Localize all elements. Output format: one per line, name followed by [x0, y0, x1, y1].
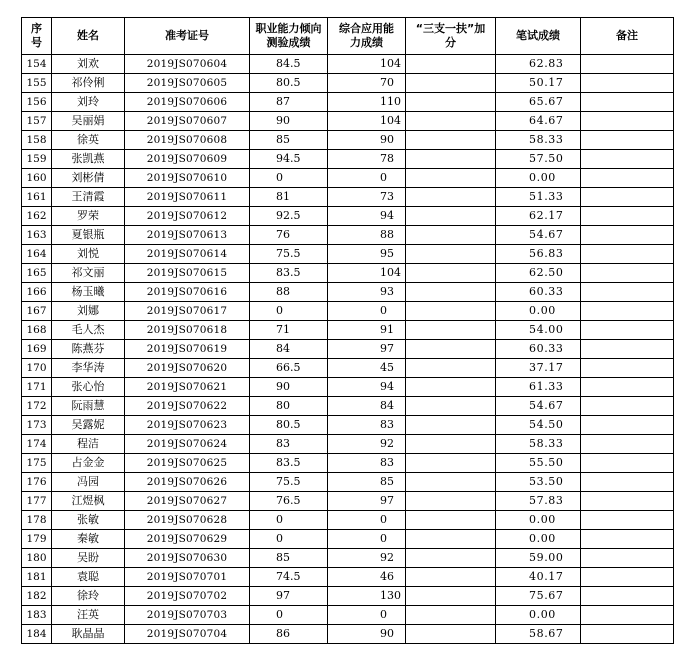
- cell-exam-id: 2019JS070606: [125, 93, 250, 112]
- cell-bonus: [406, 131, 496, 150]
- cell-remark: [581, 568, 674, 587]
- cell-remark: [581, 188, 674, 207]
- cell-name: 汪英: [52, 606, 125, 625]
- cell-remark: [581, 131, 674, 150]
- cell-remark: [581, 55, 674, 74]
- cell-no: 165: [22, 264, 52, 283]
- cell-no: 160: [22, 169, 52, 188]
- cell-remark: [581, 226, 674, 245]
- cell-comprehensive-score: 83: [328, 416, 406, 435]
- cell-exam-id: 2019JS070626: [125, 473, 250, 492]
- cell-no: 184: [22, 625, 52, 644]
- cell-remark: [581, 549, 674, 568]
- cell-bonus: [406, 568, 496, 587]
- table-row: [22, 226, 674, 245]
- cell-comprehensive-score: 94: [328, 207, 406, 226]
- cell-name: 吴盼: [52, 549, 125, 568]
- cell-aptitude-score: 83.5: [250, 264, 328, 283]
- cell-comprehensive-score: 85: [328, 473, 406, 492]
- cell-comprehensive-score: 94: [328, 378, 406, 397]
- cell-aptitude-score: 97: [250, 587, 328, 606]
- cell-comprehensive-score: 104: [328, 264, 406, 283]
- cell-name: 徐英: [52, 131, 125, 150]
- table-row: [22, 378, 674, 397]
- cell-no: 183: [22, 606, 52, 625]
- cell-bonus: [406, 283, 496, 302]
- cell-no: 158: [22, 131, 52, 150]
- cell-aptitude-score: 84.5: [250, 55, 328, 74]
- cell-total-score: 58.33: [496, 435, 581, 454]
- table-row: [22, 112, 674, 131]
- cell-total-score: 53.50: [496, 473, 581, 492]
- cell-total-score: 54.50: [496, 416, 581, 435]
- table-row: [22, 169, 674, 188]
- table-row: [22, 74, 674, 93]
- cell-comprehensive-score: 97: [328, 492, 406, 511]
- cell-aptitude-score: 76: [250, 226, 328, 245]
- cell-name: 秦敏: [52, 530, 125, 549]
- table-body: [22, 55, 674, 644]
- cell-bonus: [406, 169, 496, 188]
- cell-no: 177: [22, 492, 52, 511]
- cell-remark: [581, 169, 674, 188]
- cell-total-score: 58.33: [496, 131, 581, 150]
- cell-total-score: 58.67: [496, 625, 581, 644]
- cell-aptitude-score: 74.5: [250, 568, 328, 587]
- cell-bonus: [406, 207, 496, 226]
- cell-total-score: 0.00: [496, 606, 581, 625]
- cell-bonus: [406, 321, 496, 340]
- table-row: [22, 416, 674, 435]
- cell-bonus: [406, 492, 496, 511]
- cell-comprehensive-score: 92: [328, 549, 406, 568]
- cell-aptitude-score: 80.5: [250, 74, 328, 93]
- cell-bonus: [406, 587, 496, 606]
- cell-no: 179: [22, 530, 52, 549]
- cell-aptitude-score: 92.5: [250, 207, 328, 226]
- cell-exam-id: 2019JS070604: [125, 55, 250, 74]
- cell-exam-id: 2019JS070610: [125, 169, 250, 188]
- cell-bonus: [406, 511, 496, 530]
- table-row: [22, 264, 674, 283]
- table-row: [22, 511, 674, 530]
- cell-bonus: [406, 74, 496, 93]
- cell-no: 163: [22, 226, 52, 245]
- cell-aptitude-score: 71: [250, 321, 328, 340]
- cell-remark: [581, 435, 674, 454]
- cell-comprehensive-score: 93: [328, 283, 406, 302]
- cell-exam-id: 2019JS070618: [125, 321, 250, 340]
- table-row: [22, 587, 674, 606]
- cell-no: 181: [22, 568, 52, 587]
- cell-remark: [581, 283, 674, 302]
- cell-no: 161: [22, 188, 52, 207]
- cell-remark: [581, 511, 674, 530]
- cell-exam-id: 2019JS070701: [125, 568, 250, 587]
- table-row: [22, 473, 674, 492]
- cell-comprehensive-score: 70: [328, 74, 406, 93]
- cell-remark: [581, 625, 674, 644]
- cell-comprehensive-score: 46: [328, 568, 406, 587]
- cell-bonus: [406, 416, 496, 435]
- cell-name: 刘娜: [52, 302, 125, 321]
- table-row: [22, 359, 674, 378]
- cell-remark: [581, 302, 674, 321]
- cell-name: 耿晶晶: [52, 625, 125, 644]
- table-row: [22, 321, 674, 340]
- cell-total-score: 75.67: [496, 587, 581, 606]
- cell-comprehensive-score: 0: [328, 511, 406, 530]
- cell-comprehensive-score: 84: [328, 397, 406, 416]
- cell-remark: [581, 397, 674, 416]
- cell-comprehensive-score: 95: [328, 245, 406, 264]
- table-row: [22, 207, 674, 226]
- table-row: [22, 340, 674, 359]
- cell-no: 171: [22, 378, 52, 397]
- cell-bonus: [406, 340, 496, 359]
- cell-remark: [581, 454, 674, 473]
- cell-comprehensive-score: 0: [328, 302, 406, 321]
- cell-total-score: 54.67: [496, 226, 581, 245]
- cell-total-score: 57.50: [496, 150, 581, 169]
- table-row: [22, 625, 674, 644]
- cell-total-score: 0.00: [496, 302, 581, 321]
- cell-remark: [581, 245, 674, 264]
- cell-aptitude-score: 0: [250, 530, 328, 549]
- table-row: [22, 283, 674, 302]
- cell-aptitude-score: 80: [250, 397, 328, 416]
- cell-exam-id: 2019JS070608: [125, 131, 250, 150]
- cell-exam-id: 2019JS070628: [125, 511, 250, 530]
- cell-total-score: 62.83: [496, 55, 581, 74]
- cell-exam-id: 2019JS070614: [125, 245, 250, 264]
- cell-remark: [581, 207, 674, 226]
- table-header: [22, 18, 674, 55]
- cell-aptitude-score: 90: [250, 378, 328, 397]
- table-row: [22, 188, 674, 207]
- cell-aptitude-score: 90: [250, 112, 328, 131]
- cell-aptitude-score: 76.5: [250, 492, 328, 511]
- table-row: [22, 302, 674, 321]
- cell-bonus: [406, 188, 496, 207]
- cell-remark: [581, 93, 674, 112]
- cell-bonus: [406, 150, 496, 169]
- cell-exam-id: 2019JS070617: [125, 302, 250, 321]
- cell-remark: [581, 530, 674, 549]
- cell-total-score: 61.33: [496, 378, 581, 397]
- cell-remark: [581, 321, 674, 340]
- cell-bonus: [406, 226, 496, 245]
- cell-remark: [581, 112, 674, 131]
- table-row: [22, 454, 674, 473]
- cell-name: 吴露妮: [52, 416, 125, 435]
- cell-total-score: 51.33: [496, 188, 581, 207]
- cell-remark: [581, 587, 674, 606]
- cell-remark: [581, 74, 674, 93]
- table-row: [22, 131, 674, 150]
- cell-name: 李华涛: [52, 359, 125, 378]
- cell-total-score: 0.00: [496, 169, 581, 188]
- cell-bonus: [406, 549, 496, 568]
- cell-name: 刘彬倩: [52, 169, 125, 188]
- cell-comprehensive-score: 45: [328, 359, 406, 378]
- cell-no: 154: [22, 55, 52, 74]
- cell-bonus: [406, 245, 496, 264]
- cell-comprehensive-score: 130: [328, 587, 406, 606]
- cell-remark: [581, 264, 674, 283]
- cell-comprehensive-score: 78: [328, 150, 406, 169]
- cell-aptitude-score: 0: [250, 302, 328, 321]
- cell-name: 陈燕芬: [52, 340, 125, 359]
- cell-total-score: 60.33: [496, 340, 581, 359]
- cell-aptitude-score: 85: [250, 131, 328, 150]
- cell-exam-id: 2019JS070609: [125, 150, 250, 169]
- cell-bonus: [406, 55, 496, 74]
- cell-no: 167: [22, 302, 52, 321]
- cell-no: 164: [22, 245, 52, 264]
- cell-aptitude-score: 87: [250, 93, 328, 112]
- cell-bonus: [406, 454, 496, 473]
- table-row: [22, 568, 674, 587]
- table-row: [22, 530, 674, 549]
- cell-total-score: 55.50: [496, 454, 581, 473]
- cell-comprehensive-score: 83: [328, 454, 406, 473]
- cell-comprehensive-score: 104: [328, 55, 406, 74]
- cell-aptitude-score: 85: [250, 549, 328, 568]
- cell-exam-id: 2019JS070624: [125, 435, 250, 454]
- cell-no: 169: [22, 340, 52, 359]
- cell-name: 夏银瓶: [52, 226, 125, 245]
- cell-bonus: [406, 625, 496, 644]
- cell-total-score: 65.67: [496, 93, 581, 112]
- cell-no: 156: [22, 93, 52, 112]
- cell-aptitude-score: 83: [250, 435, 328, 454]
- cell-exam-id: 2019JS070625: [125, 454, 250, 473]
- cell-comprehensive-score: 92: [328, 435, 406, 454]
- cell-name: 冯园: [52, 473, 125, 492]
- cell-comprehensive-score: 104: [328, 112, 406, 131]
- cell-total-score: 59.00: [496, 549, 581, 568]
- cell-aptitude-score: 75.5: [250, 473, 328, 492]
- cell-exam-id: 2019JS070612: [125, 207, 250, 226]
- cell-aptitude-score: 88: [250, 283, 328, 302]
- cell-aptitude-score: 81: [250, 188, 328, 207]
- cell-bonus: [406, 473, 496, 492]
- cell-name: 徐玲: [52, 587, 125, 606]
- cell-name: 刘悦: [52, 245, 125, 264]
- cell-aptitude-score: 0: [250, 169, 328, 188]
- cell-bonus: [406, 264, 496, 283]
- cell-exam-id: 2019JS070629: [125, 530, 250, 549]
- cell-no: 166: [22, 283, 52, 302]
- cell-no: 182: [22, 587, 52, 606]
- cell-exam-id: 2019JS070607: [125, 112, 250, 131]
- cell-aptitude-score: 86: [250, 625, 328, 644]
- cell-total-score: 57.83: [496, 492, 581, 511]
- table-row: [22, 150, 674, 169]
- header-bonus: “三支一扶”加分: [406, 18, 496, 55]
- cell-exam-id: 2019JS070620: [125, 359, 250, 378]
- cell-no: 162: [22, 207, 52, 226]
- cell-total-score: 0.00: [496, 511, 581, 530]
- cell-name: 吴丽娟: [52, 112, 125, 131]
- cell-bonus: [406, 435, 496, 454]
- cell-exam-id: 2019JS070702: [125, 587, 250, 606]
- cell-exam-id: 2019JS070630: [125, 549, 250, 568]
- cell-aptitude-score: 0: [250, 606, 328, 625]
- cell-no: 180: [22, 549, 52, 568]
- cell-remark: [581, 473, 674, 492]
- cell-aptitude-score: 75.5: [250, 245, 328, 264]
- cell-total-score: 37.17: [496, 359, 581, 378]
- cell-comprehensive-score: 110: [328, 93, 406, 112]
- cell-no: 157: [22, 112, 52, 131]
- cell-comprehensive-score: 91: [328, 321, 406, 340]
- cell-total-score: 60.33: [496, 283, 581, 302]
- cell-no: 178: [22, 511, 52, 530]
- cell-name: 江煜枫: [52, 492, 125, 511]
- cell-total-score: 56.83: [496, 245, 581, 264]
- cell-name: 祁文丽: [52, 264, 125, 283]
- cell-no: 175: [22, 454, 52, 473]
- cell-total-score: 54.00: [496, 321, 581, 340]
- cell-comprehensive-score: 90: [328, 131, 406, 150]
- cell-remark: [581, 416, 674, 435]
- cell-no: 170: [22, 359, 52, 378]
- cell-comprehensive-score: 88: [328, 226, 406, 245]
- header-aptitude-score: 职业能力倾向测验成绩: [250, 18, 328, 55]
- cell-remark: [581, 606, 674, 625]
- cell-name: 张凯燕: [52, 150, 125, 169]
- cell-comprehensive-score: 0: [328, 606, 406, 625]
- cell-exam-id: 2019JS070627: [125, 492, 250, 511]
- cell-exam-id: 2019JS070704: [125, 625, 250, 644]
- table-row: [22, 245, 674, 264]
- cell-remark: [581, 340, 674, 359]
- cell-no: 155: [22, 74, 52, 93]
- cell-name: 祁伶俐: [52, 74, 125, 93]
- cell-remark: [581, 359, 674, 378]
- cell-name: 张敏: [52, 511, 125, 530]
- cell-name: 袁聪: [52, 568, 125, 587]
- table-row: [22, 93, 674, 112]
- header-comprehensive-score: 综合应用能力成绩: [328, 18, 406, 55]
- cell-no: 174: [22, 435, 52, 454]
- cell-total-score: 62.50: [496, 264, 581, 283]
- cell-remark: [581, 150, 674, 169]
- cell-comprehensive-score: 0: [328, 169, 406, 188]
- cell-bonus: [406, 112, 496, 131]
- cell-exam-id: 2019JS070623: [125, 416, 250, 435]
- header-remark: 备注: [581, 18, 674, 55]
- cell-no: 173: [22, 416, 52, 435]
- cell-exam-id: 2019JS070616: [125, 283, 250, 302]
- cell-aptitude-score: 80.5: [250, 416, 328, 435]
- cell-exam-id: 2019JS070621: [125, 378, 250, 397]
- cell-name: 阮雨慧: [52, 397, 125, 416]
- cell-remark: [581, 378, 674, 397]
- score-table: [21, 17, 674, 644]
- cell-aptitude-score: 0: [250, 511, 328, 530]
- cell-total-score: 62.17: [496, 207, 581, 226]
- cell-exam-id: 2019JS070619: [125, 340, 250, 359]
- cell-total-score: 64.67: [496, 112, 581, 131]
- cell-name: 占金金: [52, 454, 125, 473]
- cell-comprehensive-score: 90: [328, 625, 406, 644]
- header-total-score: 笔试成绩: [496, 18, 581, 55]
- cell-aptitude-score: 83.5: [250, 454, 328, 473]
- table-row: [22, 492, 674, 511]
- cell-no: 172: [22, 397, 52, 416]
- cell-name: 刘玲: [52, 93, 125, 112]
- cell-exam-id: 2019JS070703: [125, 606, 250, 625]
- cell-total-score: 54.67: [496, 397, 581, 416]
- cell-comprehensive-score: 0: [328, 530, 406, 549]
- cell-aptitude-score: 66.5: [250, 359, 328, 378]
- header-name: 姓名: [52, 18, 125, 55]
- cell-remark: [581, 492, 674, 511]
- header-exam-id: 准考证号: [125, 18, 250, 55]
- cell-total-score: 50.17: [496, 74, 581, 93]
- table-row: [22, 549, 674, 568]
- cell-name: 张心怡: [52, 378, 125, 397]
- cell-bonus: [406, 606, 496, 625]
- cell-name: 毛人杰: [52, 321, 125, 340]
- cell-name: 程洁: [52, 435, 125, 454]
- cell-no: 159: [22, 150, 52, 169]
- cell-comprehensive-score: 97: [328, 340, 406, 359]
- table-row: [22, 435, 674, 454]
- table-row: [22, 55, 674, 74]
- cell-comprehensive-score: 73: [328, 188, 406, 207]
- cell-aptitude-score: 84: [250, 340, 328, 359]
- cell-total-score: 0.00: [496, 530, 581, 549]
- cell-bonus: [406, 378, 496, 397]
- cell-exam-id: 2019JS070622: [125, 397, 250, 416]
- cell-name: 罗荣: [52, 207, 125, 226]
- cell-name: 刘欢: [52, 55, 125, 74]
- cell-exam-id: 2019JS070615: [125, 264, 250, 283]
- cell-exam-id: 2019JS070611: [125, 188, 250, 207]
- cell-no: 176: [22, 473, 52, 492]
- header-no: 序号: [22, 18, 52, 55]
- cell-exam-id: 2019JS070605: [125, 74, 250, 93]
- cell-no: 168: [22, 321, 52, 340]
- cell-bonus: [406, 93, 496, 112]
- cell-name: 王清霞: [52, 188, 125, 207]
- cell-bonus: [406, 530, 496, 549]
- table-row: [22, 397, 674, 416]
- cell-total-score: 40.17: [496, 568, 581, 587]
- cell-bonus: [406, 359, 496, 378]
- cell-bonus: [406, 397, 496, 416]
- cell-bonus: [406, 302, 496, 321]
- cell-aptitude-score: 94.5: [250, 150, 328, 169]
- score-sheet: [21, 17, 674, 644]
- cell-exam-id: 2019JS070613: [125, 226, 250, 245]
- cell-name: 杨玉曦: [52, 283, 125, 302]
- table-row: [22, 606, 674, 625]
